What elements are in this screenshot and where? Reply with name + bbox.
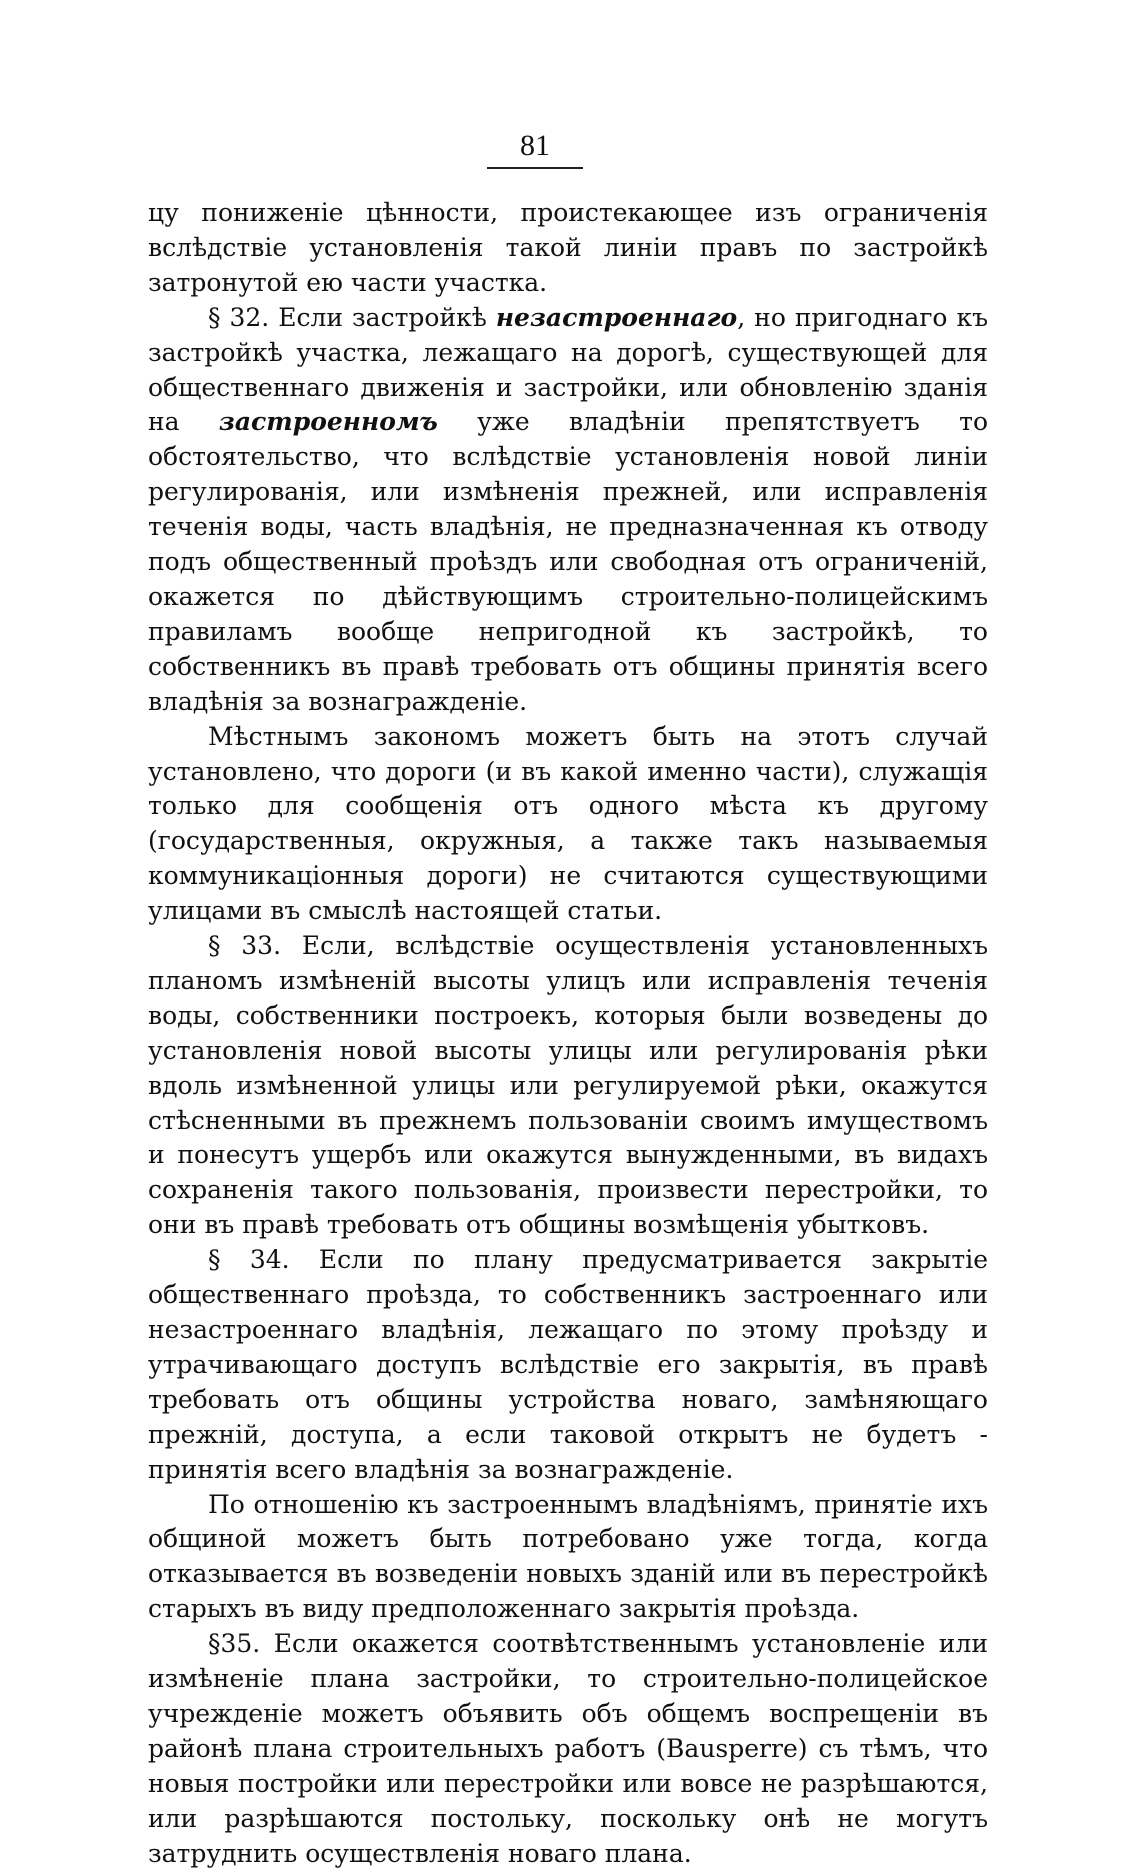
paragraph-text: Если, вслѣдствіе осуществленія установленныхъ планомъ измѣненій высоты улицъ или исправленія теченія воды, собственники построекъ, которыя были возведены до установленія новой высоты улицы или регулированія рѣки вдоль измѣненной улицы или регулируемой рѣки, окажутся стѣсненными въ прежнемъ пользованіи своимъ имуществомъ и понесутъ ущербъ или окажутся вынужденными, въ видахъ сохраненія такого пользованія, произвести перестройки, то они въ правѣ требовать отъ общины возмѣщенія убытковъ.: [148, 931, 988, 1240]
page-number-rule: [487, 167, 583, 169]
paragraph-text: Мѣстнымъ закономъ можетъ быть на этотъ случай установлено, что дороги (и въ какой именно части), служащія только для сообщенія отъ одного мѣста къ другому (государственныя, окружныя, а также такъ называемыя коммуникаціонныя дороги) не считаются существующими улицами въ смыслѣ настоящей статьи.: [148, 721, 988, 926]
paragraph-section-35: [148, 1627, 988, 1871]
paragraph-text-part: уже владѣніи препятствуетъ то обстоятельство, что вслѣдствіе установленія новой линіи регулированія, или измѣненія прежней, или исправленія теченія воды, часть владѣнія, не предназначенная къ отводу подъ общественный проѣздъ или свободная отъ ограниченій, окажется по дѣйствующимъ строительно-полицейскимъ правиламъ вообще непригодной къ застройкѣ, то собственникъ въ правѣ требовать отъ общины принятія всего владѣнія за вознагражденіе.: [148, 407, 989, 716]
paragraph-section-32: [148, 301, 988, 720]
paragraph-text-part: , но пригоднаго къ застройкѣ участка, лежащаго на дорогѣ, существующей для общественнаго движенія и застройки, или обновленію зданія на: [148, 302, 988, 437]
section-number: § 32.: [208, 302, 270, 332]
emphasis-term: незастроеннаго: [495, 302, 738, 332]
paragraph-section-34: [148, 1243, 988, 1487]
document-body: [148, 196, 988, 1872]
paragraph-local-law: [148, 720, 988, 929]
section-number: § 33.: [208, 931, 282, 961]
paragraph-section-33: [148, 929, 988, 1243]
page-number: 81: [520, 129, 550, 162]
emphasis-term: застроенномъ: [218, 407, 438, 437]
paragraph-text: цу пониженіе цѣнности, проистекающее изъ ограниченія вслѣдствіе установленія такой линіи правъ по застройкѣ затронутой ею части участка.: [148, 198, 988, 297]
paragraph-text: Если по плану предусматривается закрытіе общественнаго проѣзда, то собственникъ застроеннаго или незастроеннаго владѣнія, лежащаго по этому проѣзду и утрачивающаго доступъ вслѣдствіе его закрытія, въ правѣ требовать отъ общины устройства новаго, замѣняющаго прежній, доступа, а если таковой открытъ не будетъ - принятія всего владѣнія за вознагражденіе.: [148, 1245, 988, 1484]
section-number: §35.: [208, 1629, 261, 1659]
paragraph-text: По отношенію къ застроеннымъ владѣніямъ, принятіе ихъ общиной можетъ быть потребовано уже тогда, когда отказывается въ возведеніи новыхъ зданій или въ перестройкѣ старыхъ въ виду предположеннаго закрытія проѣзда.: [148, 1489, 988, 1624]
paragraph-continuation: [148, 196, 988, 301]
paragraph-text: Если окажется соотвѣтственнымъ установленіе или измѣненіе плана застройки, то строительно-полицейское учрежденіе можетъ объявить объ общемъ воспрещеніи въ районѣ плана строительныхъ работъ (Bausperre) съ тѣмъ, что новыя постройки или перестройки или вовсе не разрѣшаются, или разрѣшаются постольку, поскольку онѣ не могутъ затруднить осуществленія новаго плана.: [148, 1629, 988, 1868]
paragraph-text-part: Если застройкѣ: [278, 302, 496, 332]
paragraph-built-properties: [148, 1488, 988, 1628]
section-number: § 34.: [208, 1245, 290, 1275]
